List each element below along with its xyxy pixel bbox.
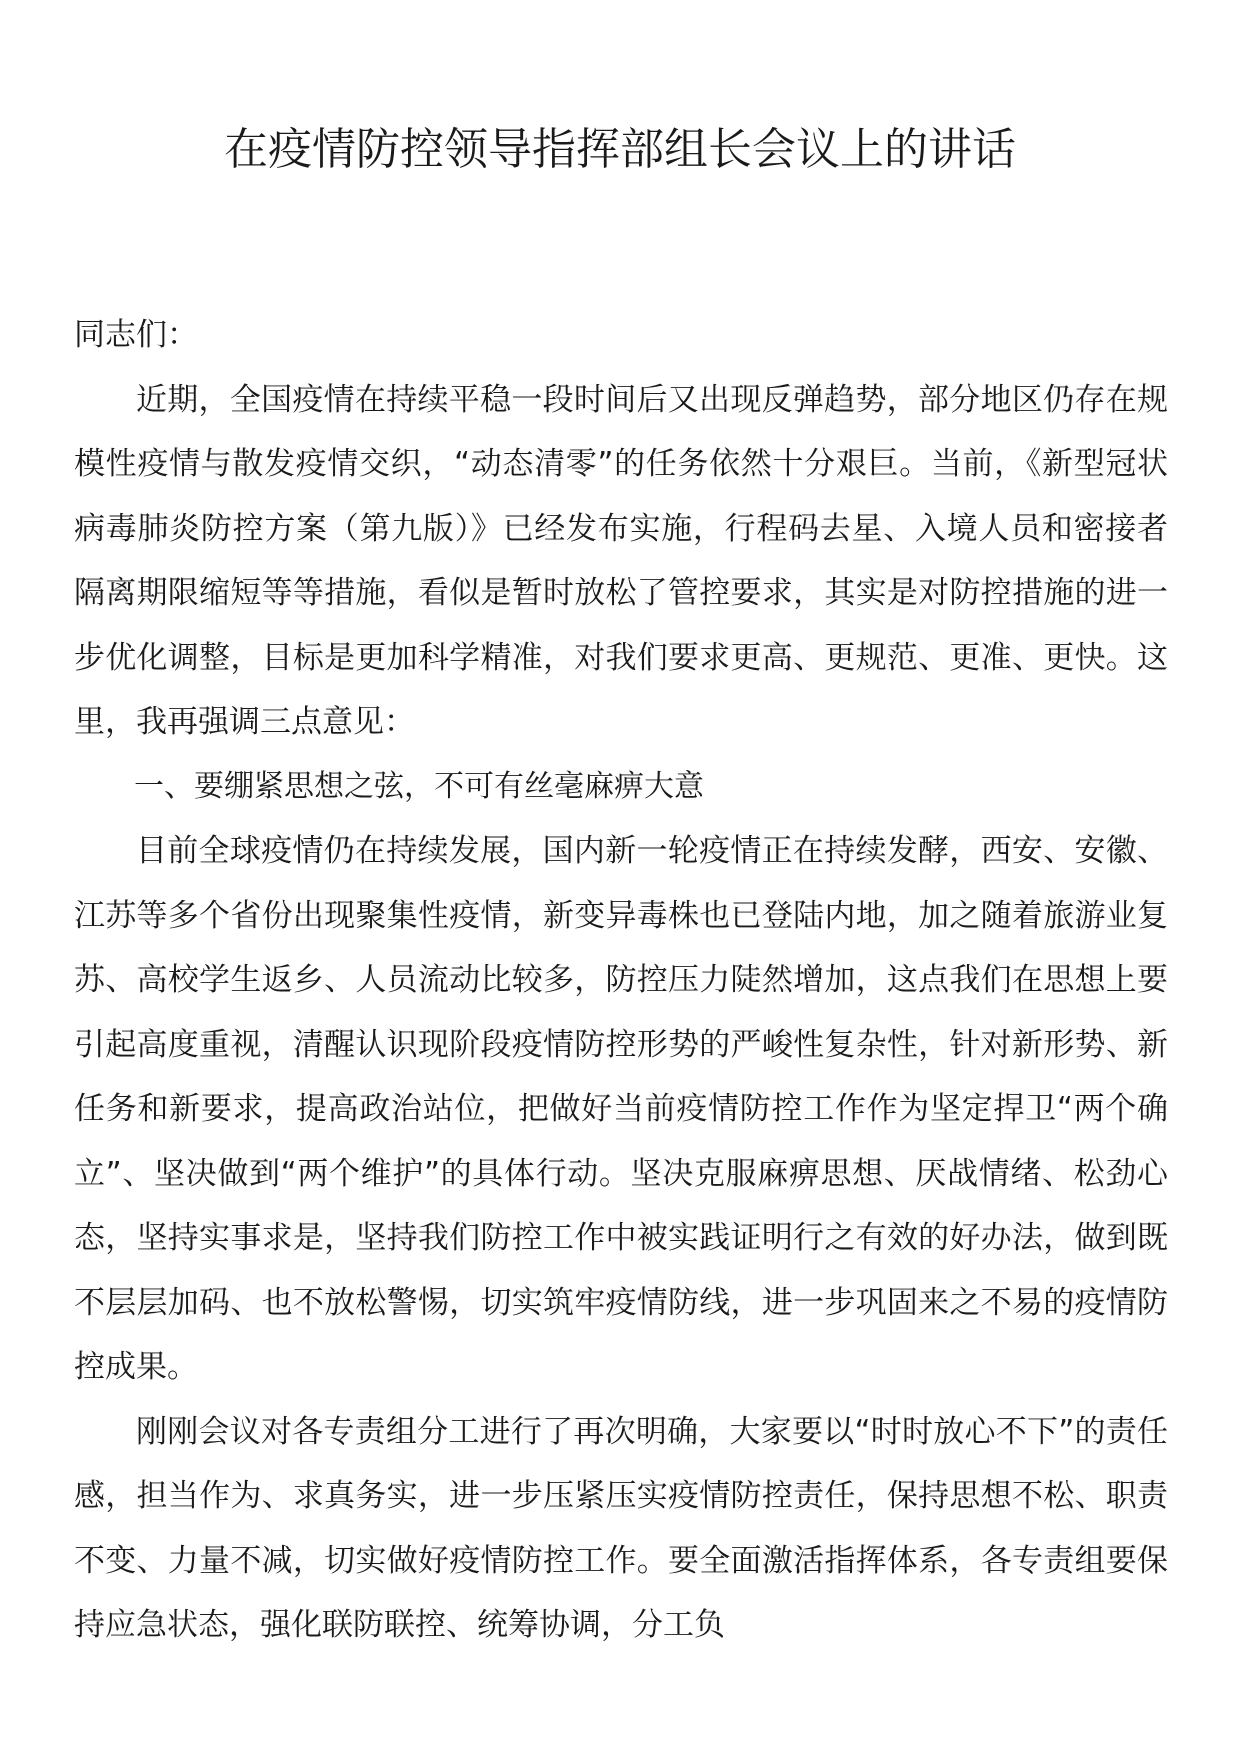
paragraph-intro: 近期，全国疫情在持续平稳一段时间后又出现反弹趋势，部分地区仍存在规模性疫情与散发疫情交织，“动态清零”的任务依然十分艰巨。当前，《新型冠状病毒肺炎防控方案（第九版）》已经发布实施，行程码去星、入境人员和密接者隔离期限缩短等等措施，看似是暂时放松了管控要求，其实是对防控措施的进一步优化调整，目标是更加科学精准，对我们要求更高、更规范、更准、更快。这里，我再强调三点意见：: [74, 381, 1168, 740]
document-body: [74, 303, 1168, 1658]
paragraph-section-1: 目前全球疫情仍在持续发展，国内新一轮疫情正在持续发酵，西安、安徽、江苏等多个省份出现聚集性疫情，新变异毒株也已登陆内地，加之随着旅游业复苏、高校学生返乡、人员流动比较多，防控压力陡然增加，这点我们在思想上要引起高度重视，清醒认识现阶段疫情防控形势的严峻性复杂性，针对新形势、新任务和新要求，提高政治站位，把做好当前疫情防控工作作为坚定捍卫“两个确立”、坚决做到“两个维护”的具体行动。坚决克服麻痹思想、厌战情绪、松劲心态，坚持实事求是，坚持我们防控工作中被实践证明行之有效的好办法，做到既不层层加码、也不放松警惕，切实筑牢疫情防线，进一步巩固来之不易的疫情防控成果。: [74, 833, 1168, 1385]
document-title: 在疫情防控领导指挥部组长会议上的讲话: [224, 124, 1016, 175]
section-heading-1: 一、要绷紧思想之弦，不可有丝毫麻痹大意: [134, 768, 704, 804]
paragraph-section-1-continued: 刚刚会议对各专责组分工进行了再次明确，大家要以“时时放心不下”的责任感，担当作为、求真务实，进一步压紧压实疫情防控责任，保持思想不松、职责不变、力量不减，切实做好疫情防控工作。要全面激活指挥体系，各专责组要保持应急状态，强化联防联控、统筹协调，分工负: [74, 1413, 1168, 1643]
greeting: 同志们：: [74, 317, 198, 353]
